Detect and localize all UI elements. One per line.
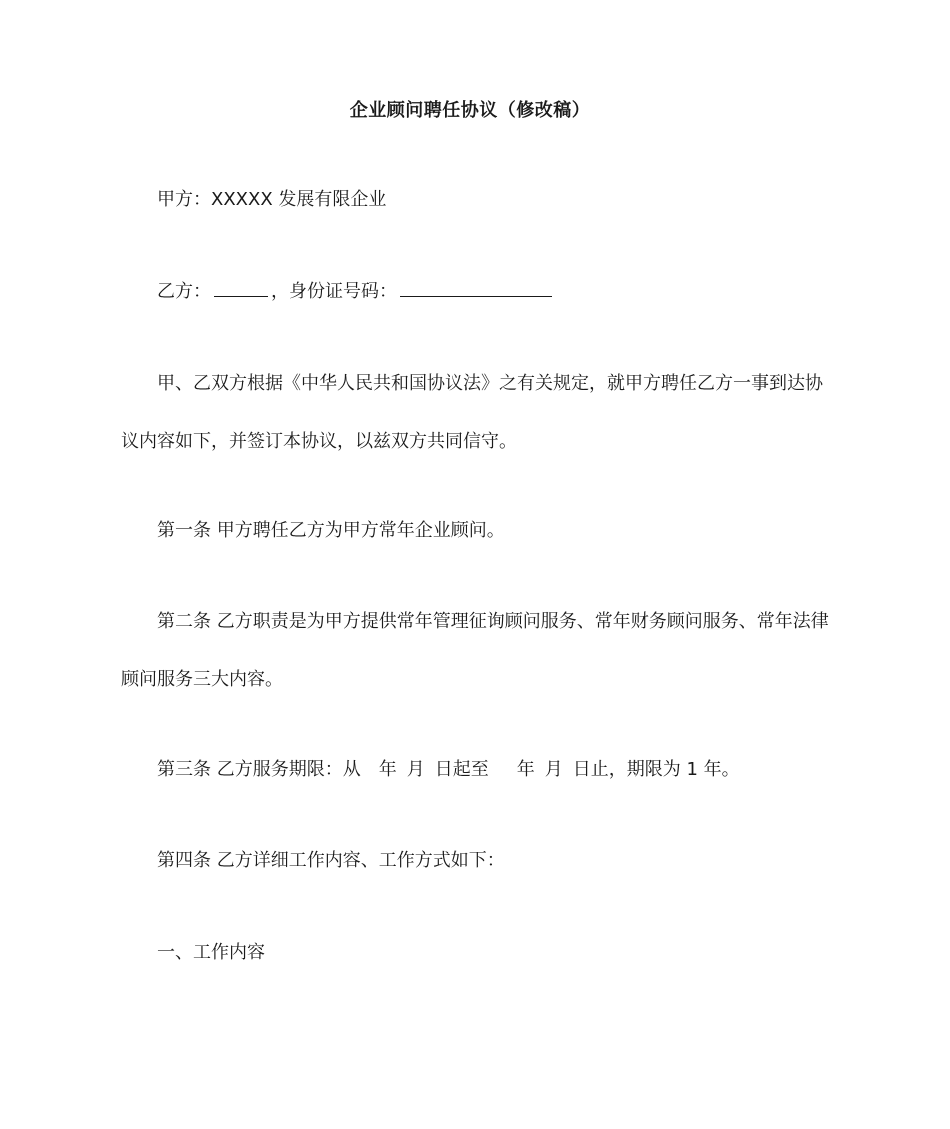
article-3-prefix: 第三条 乙方服务期限：从 bbox=[157, 759, 361, 780]
end-day-label: 日止，期限为 1 年。 bbox=[572, 759, 740, 780]
article-3 bbox=[121, 741, 833, 799]
article-1: 第一条 甲方聘任乙方为甲方常年企业顾问。 bbox=[157, 520, 505, 541]
start-month-label: 月 bbox=[406, 759, 425, 780]
id-number-label: ，身份证号码： bbox=[271, 281, 397, 302]
party-b-name-blank bbox=[214, 280, 268, 297]
start-year-label: 年 bbox=[378, 759, 397, 780]
id-number-blank bbox=[400, 280, 552, 297]
document-title: 企业顾问聘任协议（修改稿） bbox=[349, 100, 591, 121]
article-4: 第四条 乙方详细工作内容、工作方式如下： bbox=[157, 850, 505, 871]
end-month-label: 月 bbox=[544, 759, 563, 780]
start-day-label: 日起至 bbox=[434, 759, 489, 780]
end-year-label: 年 bbox=[516, 759, 535, 780]
party-a-line: 甲方：XXXXX 发展有限企业 bbox=[157, 189, 387, 210]
section-heading-work-content: 一、工作内容 bbox=[157, 942, 265, 963]
article-2: 第二条 乙方职责是为甲方提供常年管理征询顾问服务、常年财务顾问服务、常年法律顾问服务三大内容。 bbox=[121, 611, 829, 690]
party-b-line bbox=[121, 263, 833, 321]
party-b-label: 乙方： bbox=[157, 281, 211, 302]
preamble-paragraph: 甲、乙双方根据《中华人民共和国协议法》之有关规定，就甲方聘任乙方一事到达协议内容如下，并签订本协议，以兹双方共同信守。 bbox=[121, 373, 823, 452]
